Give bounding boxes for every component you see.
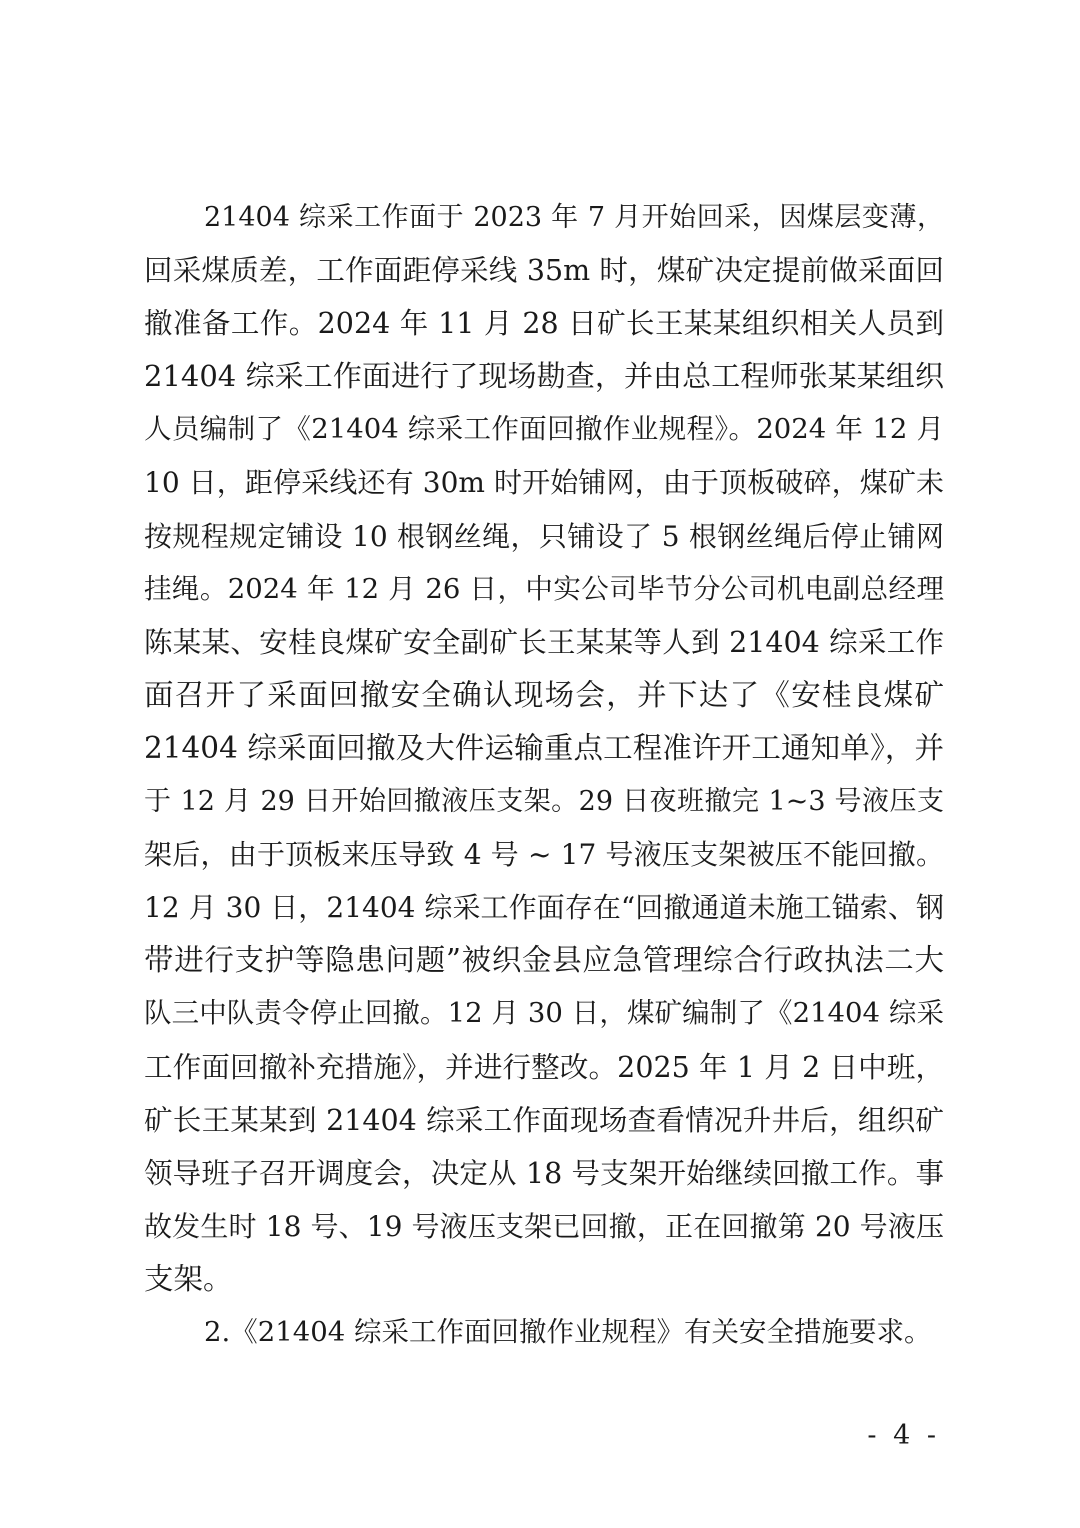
document-body [144,191,944,1359]
text-line: 队三中队责令停止回撤。12 月 30 日，煤矿编制了《21404 综采 [144,997,944,1030]
section-heading: 2.《21404 综采工作面回撤作业规程》有关安全措施要求。 [204,1315,932,1348]
page-number: - 4 - [867,1420,940,1451]
text-line: 人员编制了《21404 综采工作面回撤作业规程》。2024 年 12 月 [144,413,944,446]
text-line: 带进行支护等隐患问题”被织金县应急管理综合行政执法二大 [144,943,944,978]
text-line: 撤准备工作。2024 年 11 月 28 日矿长王某某组织相关人员到 [144,307,944,341]
text-line: 矿长王某某到 21404 综采工作面现场查看情况升井后，组织矿 [144,1103,944,1137]
text-line: 按规程规定铺设 10 根钢丝绳，只铺设了 5 根钢丝绳后停止铺网 [144,519,944,553]
text-line: 10 日，距停采线还有 30m 时开始铺网，由于顶板破碎，煤矿未 [144,466,944,500]
text-line: 架后，由于顶板来压导致 4 号 ~ 17 号液压支架被压不能回撤。 [144,838,944,872]
text-line: 12 月 30 日，21404 综采工作面存在“回撤通道未施工锚索、钢 [144,891,944,925]
text-line: 陈某某、安桂良煤矿安全副矿长王某某等人到 21404 综采工作 [144,625,944,659]
text-line: 21404 综采工作面于 2023 年 7 月开始回采，因煤层变薄， [204,202,944,233]
text-line: 领导班子召开调度会，决定从 18 号支架开始继续回撤工作。事 [144,1156,944,1190]
text-line: 21404 综采工作面进行了现场勘查，并由总工程师张某某组织 [144,359,944,394]
text-line: 挂绳。2024 年 12 月 26 日，中实公司毕节分公司机电副总经理 [144,572,944,605]
text-line: 支架。 [144,1261,233,1296]
text-line: 面召开了采面回撤安全确认现场会，并下达了《安桂良煤矿 [144,677,944,712]
text-line: 于 12 月 29 日开始回撤液压支架。29 日夜班撤完 1~3 号液压支 [144,786,944,818]
text-line: 21404 综采面回撤及大件运输重点工程准许开工通知单》，并 [144,730,944,765]
text-line: 故发生时 18 号、19 号液压支架已回撤，正在回撤第 20 号液压 [144,1209,944,1243]
text-line: 回采煤质差，工作面距停采线 35m 时，煤矿决定提前做采面回 [144,254,944,288]
text-line: 工作面回撤补充措施》，并进行整改。2025 年 1 月 2 日中班， [144,1050,944,1084]
